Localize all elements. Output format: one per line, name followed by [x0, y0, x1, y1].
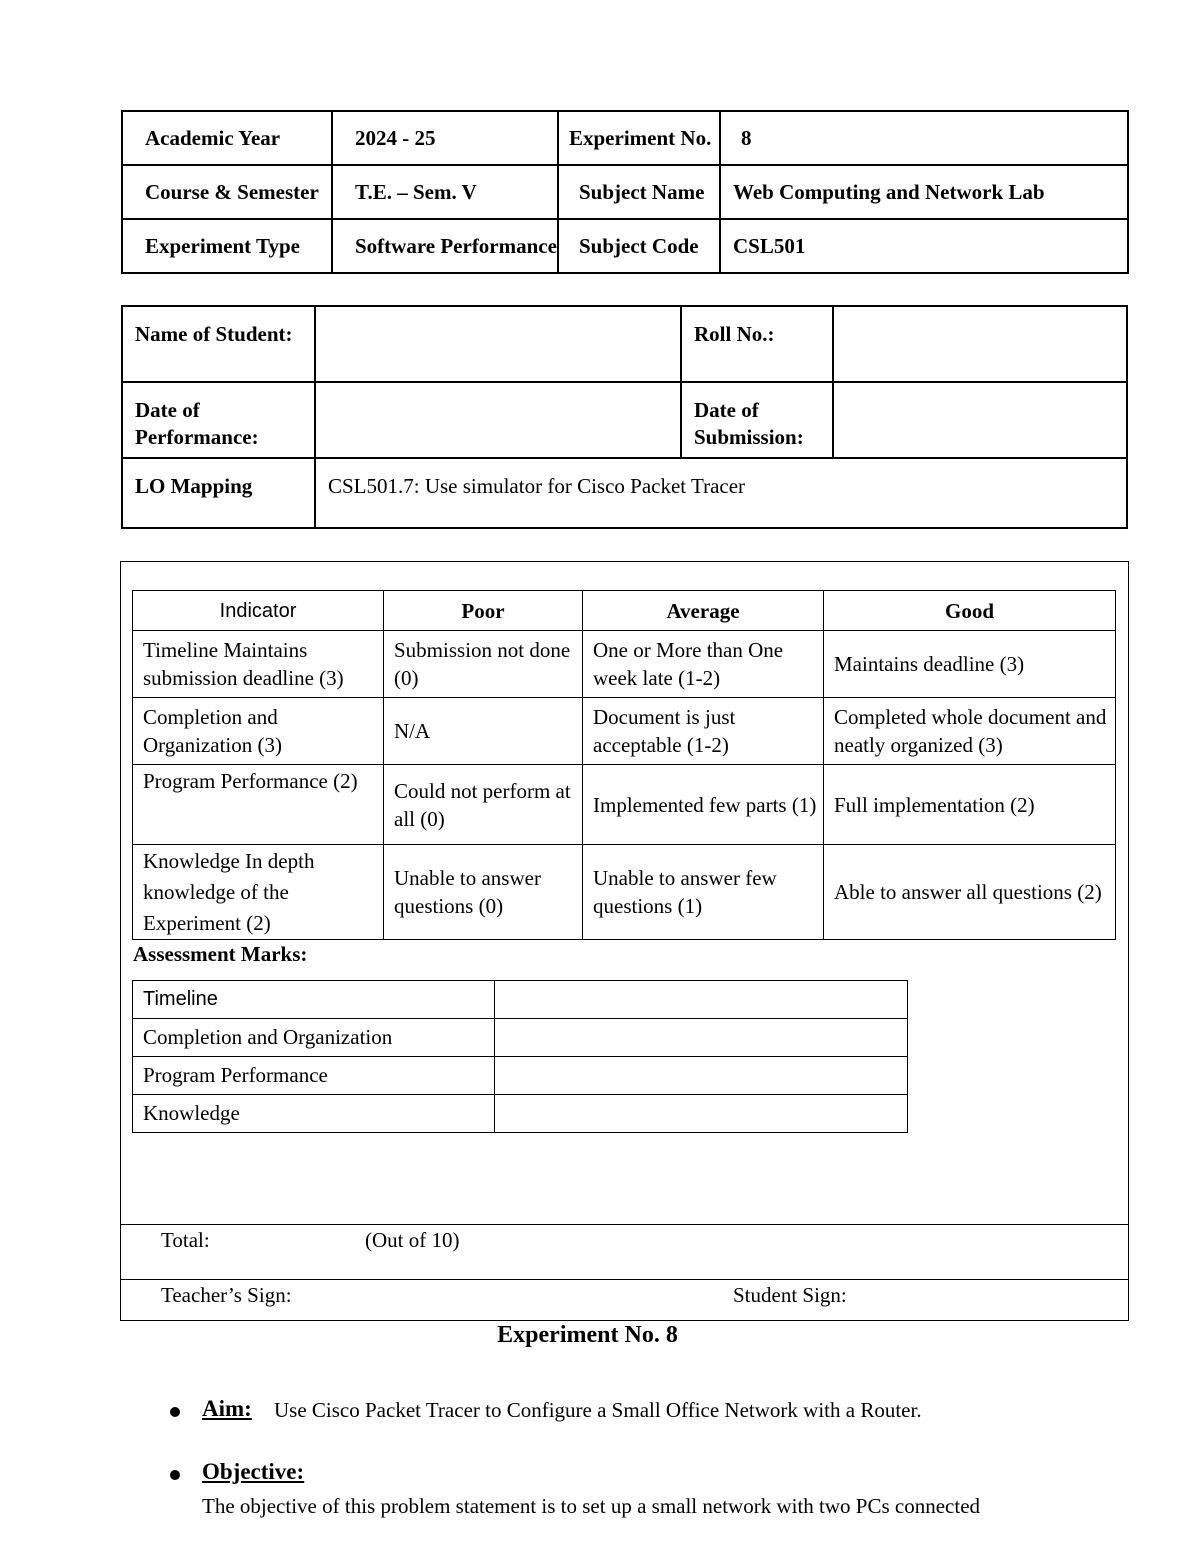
date-of-performance-label: Date of Performance:: [122, 382, 315, 458]
aim-heading: Aim:: [202, 1396, 252, 1421]
average-header: Average: [583, 591, 824, 631]
table-row: [133, 981, 908, 1019]
indicator-cell: Knowledge In depth knowledge of the Experiment (2): [133, 845, 384, 940]
marks-item-label: Timeline: [133, 981, 495, 1019]
poor-cell: Submission not done (0): [384, 631, 583, 698]
good-cell: Able to answer all questions (2): [824, 845, 1116, 940]
rubric-table: [132, 590, 1116, 940]
date-of-submission-field[interactable]: [833, 382, 1127, 458]
average-cell: Unable to answer few questions (1): [583, 845, 824, 940]
course-info-table: [121, 110, 1129, 274]
roll-no-field[interactable]: [833, 306, 1127, 382]
total-label: Total:: [161, 1228, 210, 1252]
experiment-no-label: Experiment No.: [558, 111, 720, 165]
subject-code-label: Subject Code: [558, 219, 720, 273]
date-of-submission-label: Date of Submission:: [681, 382, 833, 458]
marks-field[interactable]: [495, 1095, 908, 1133]
marks-field[interactable]: [495, 1019, 908, 1057]
poor-cell: N/A: [384, 698, 583, 765]
marks-item-label: Completion and Organization: [133, 1019, 495, 1057]
table-row: [122, 458, 1127, 528]
poor-header: Poor: [384, 591, 583, 631]
course-semester-value: T.E. – Sem. V: [332, 165, 558, 219]
good-cell: Completed whole document and neatly organized (3): [824, 698, 1116, 765]
student-info-table: [121, 305, 1128, 529]
table-row: [133, 1095, 908, 1133]
rubric-header-row: [133, 591, 1116, 631]
bullet-icon: [170, 1470, 180, 1480]
bullet-icon: [170, 1407, 180, 1417]
table-row: [122, 111, 1128, 165]
table-row: [133, 1057, 908, 1095]
academic-year-label: Academic Year: [122, 111, 332, 165]
table-row: [133, 1019, 908, 1057]
experiment-type-label: Experiment Type: [122, 219, 332, 273]
good-cell: Maintains deadline (3): [824, 631, 1116, 698]
course-semester-label: Course & Semester: [122, 165, 332, 219]
indicator-cell: Program Performance (2): [133, 765, 384, 845]
marks-field[interactable]: [495, 1057, 908, 1095]
student-sign-label: Student Sign:: [733, 1283, 847, 1307]
table-row: [122, 165, 1128, 219]
table-row: [133, 698, 1116, 765]
student-name-label: Name of Student:: [122, 306, 315, 382]
subject-name-value: Web Computing and Network Lab: [720, 165, 1128, 219]
divider: [121, 1279, 1128, 1280]
table-row: [122, 382, 1127, 458]
indicator-cell: Completion and Organization (3): [133, 698, 384, 765]
objective-heading: Objective:: [202, 1459, 305, 1484]
student-name-field[interactable]: [315, 306, 681, 382]
objective-text: The objective of this problem statement is to set up a small network with two PCs connected: [202, 1494, 981, 1518]
date-of-performance-field[interactable]: [315, 382, 681, 458]
marks-table: [132, 980, 908, 1133]
roll-no-label: Roll No.:: [681, 306, 833, 382]
poor-cell: Could not perform at all (0): [384, 765, 583, 845]
good-header: Good: [824, 591, 1116, 631]
marks-item-label: Program Performance: [133, 1057, 495, 1095]
subject-code-value: CSL501: [720, 219, 1128, 273]
assessment-box: [120, 561, 1129, 1321]
indicator-header: Indicator: [133, 591, 384, 631]
lo-mapping-value: CSL501.7: Use simulator for Cisco Packet Tracer: [315, 458, 1127, 528]
aim-text: Use Cisco Packet Tracer to Configure a Small Office Network with a Router.: [274, 1398, 922, 1422]
experiment-type-value: Software Performance: [332, 219, 558, 273]
total-out-of: (Out of 10): [365, 1228, 460, 1252]
experiment-title: Experiment No. 8: [497, 1322, 678, 1348]
poor-cell: Unable to answer questions (0): [384, 845, 583, 940]
subject-name-label: Subject Name: [558, 165, 720, 219]
table-row: [122, 219, 1128, 273]
divider: [121, 1224, 1128, 1225]
marks-field[interactable]: [495, 981, 908, 1019]
average-cell: Document is just acceptable (1-2): [583, 698, 824, 765]
marks-item-label: Knowledge: [133, 1095, 495, 1133]
indicator-cell: Timeline Maintains submission deadline (3): [133, 631, 384, 698]
good-cell: Full implementation (2): [824, 765, 1116, 845]
table-row: [133, 765, 1116, 845]
assessment-marks-label: Assessment Marks:: [133, 942, 308, 966]
table-row: [133, 631, 1116, 698]
experiment-no-value: 8: [720, 111, 1128, 165]
teacher-sign-label: Teacher’s Sign:: [161, 1283, 292, 1307]
average-cell: One or More than One week late (1-2): [583, 631, 824, 698]
table-row: [133, 845, 1116, 940]
lo-mapping-label: LO Mapping: [122, 458, 315, 528]
table-row: [122, 306, 1127, 382]
average-cell: Implemented few parts (1): [583, 765, 824, 845]
academic-year-value: 2024 - 25: [332, 111, 558, 165]
